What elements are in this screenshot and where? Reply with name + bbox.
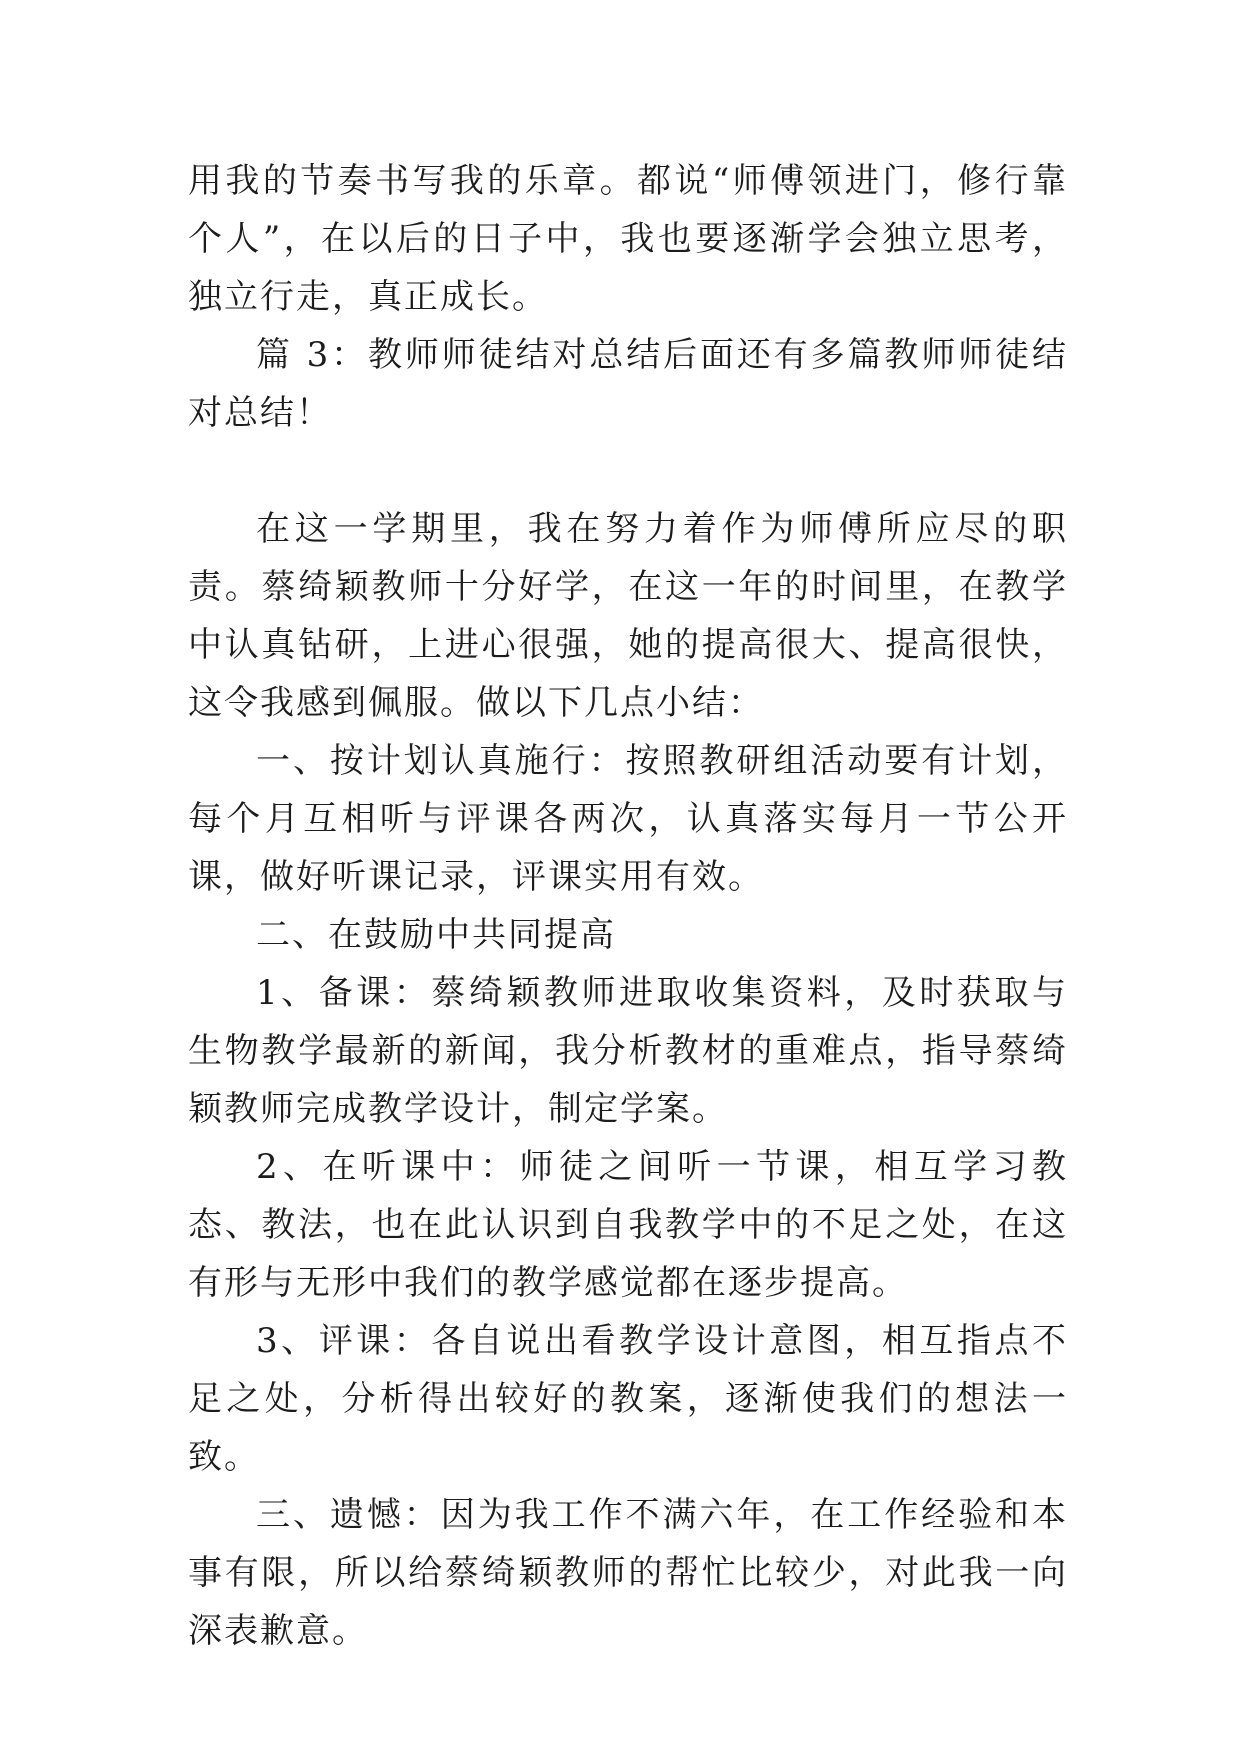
paragraph: 2、在听课中：师徒之间听一节课，相互学习教态、教法，也在此认识到自我教学中的不足之处，在这有形与无形中我们的教学感觉都在逐步提高。 [188, 1147, 1068, 1303]
paragraph: 用我的节奏书写我的乐章。都说“师傅领进门，修行靠个人”，在以后的日子中，我也要逐渐学会独立思考，独立行走，真正成长。 [188, 161, 1068, 317]
paragraph: 3、评课：各自说出看教学设计意图，相互指点不足之处，分析得出较好的教案，逐渐使我们的想法一致。 [188, 1321, 1068, 1477]
paragraph: 一、按计划认真施行：按照教研组活动要有计划，每个月互相听与评课各两次，认真落实每月一节公开课，做好听课记录，评课实用有效。 [188, 741, 1068, 897]
blank-line [188, 442, 1068, 500]
paragraph: 在这一学期里，我在努力着作为师傅所应尽的职责。蔡绮颖教师十分好学，在这一年的时间里，在教学中认真钻研，上进心很强，她的提高很大、提高很快，这令我感到佩服。做以下几点小结： [188, 509, 1068, 723]
section-heading: 篇 3：教师师徒结对总结后面还有多篇教师师徒结对总结！ [188, 335, 1068, 433]
subheading: 二、在鼓励中共同提高 [256, 915, 616, 955]
document-body [188, 152, 1068, 1660]
paragraph: 三、遗憾：因为我工作不满六年，在工作经验和本事有限，所以给蔡绮颖教师的帮忙比较少，对此我一向深表歉意。 [188, 1495, 1068, 1651]
paragraph: 1、备课：蔡绮颖教师进取收集资料，及时获取与生物教学最新的新闻，我分析教材的重难点，指导蔡绮颖教师完成教学设计，制定学案。 [188, 973, 1068, 1129]
